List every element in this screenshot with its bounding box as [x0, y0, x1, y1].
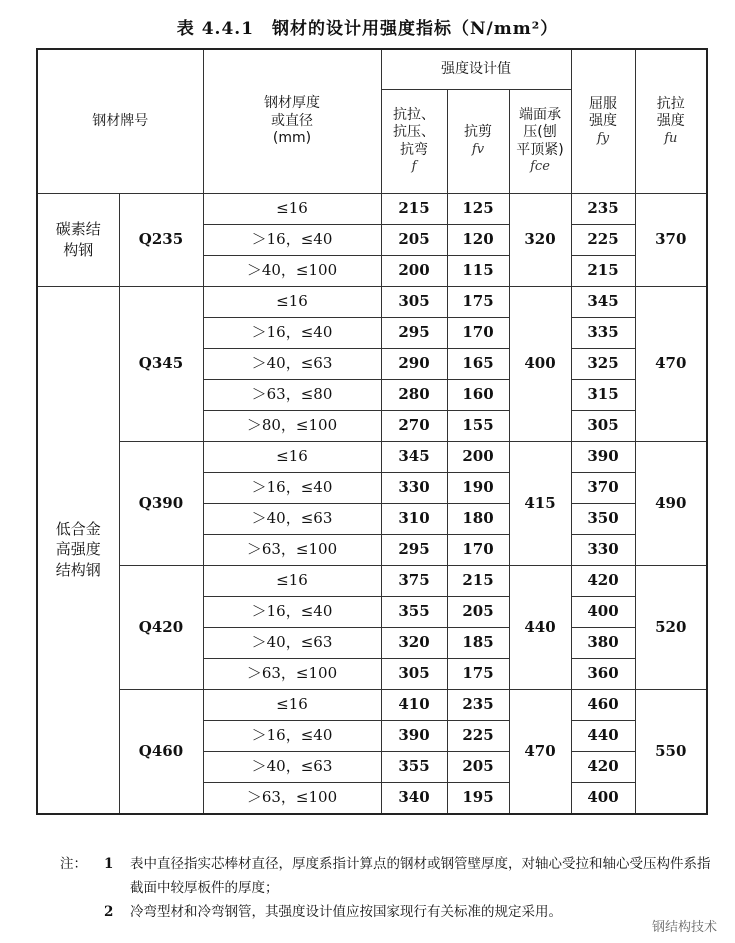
shear-strength: 155: [447, 410, 509, 441]
header-ultimate-symbol: fu: [664, 130, 678, 146]
header-thickness-text: 钢材厚度 或直径 (mm): [264, 95, 320, 146]
yield-strength: 215: [571, 255, 635, 286]
thickness-range: ＞16，≤40: [203, 596, 381, 627]
tension-strength: 280: [381, 379, 447, 410]
shear-strength: 120: [447, 224, 509, 255]
yield-strength: 325: [571, 348, 635, 379]
shear-strength: 190: [447, 472, 509, 503]
shear-strength: 205: [447, 596, 509, 627]
tension-strength: 295: [381, 317, 447, 348]
ultimate-strength: 490: [635, 441, 707, 565]
header-yield-text: 屈服 强度: [589, 95, 618, 130]
note-number: 2: [104, 904, 114, 920]
thickness-range: ＞16，≤40: [203, 472, 381, 503]
header-grade: 钢材牌号: [37, 49, 203, 193]
shear-strength: 235: [447, 689, 509, 720]
header-shear-symbol: fv: [471, 141, 485, 157]
yield-strength: 400: [571, 782, 635, 814]
shear-strength: 175: [447, 286, 509, 317]
shear-strength: 215: [447, 565, 509, 596]
table-body: [37, 193, 707, 814]
bearing-strength: 320: [509, 193, 571, 286]
shear-strength: 170: [447, 534, 509, 565]
header-tension-text: 抗拉、 抗压、 抗弯: [393, 106, 435, 158]
thickness-range: ＞16，≤40: [203, 317, 381, 348]
yield-strength: 345: [571, 286, 635, 317]
yield-strength: 225: [571, 224, 635, 255]
yield-strength: 420: [571, 751, 635, 782]
table-row: [37, 565, 707, 596]
thickness-range: ＞16，≤40: [203, 720, 381, 751]
thickness-range: ＞40，≤63: [203, 348, 381, 379]
shear-strength: 170: [447, 317, 509, 348]
steel-grade: Q345: [119, 286, 203, 441]
watermark: 钢结构技术: [651, 920, 717, 935]
yield-strength: 350: [571, 503, 635, 534]
tension-strength: 355: [381, 751, 447, 782]
steel-strength-table: [36, 48, 708, 815]
thickness-range: ＞16，≤40: [203, 224, 381, 255]
tension-strength: 410: [381, 689, 447, 720]
shear-strength: 175: [447, 658, 509, 689]
shear-strength: 125: [447, 193, 509, 224]
yield-strength: 305: [571, 410, 635, 441]
shear-strength: 205: [447, 751, 509, 782]
thickness-range: ＞63，≤100: [203, 658, 381, 689]
header-bearing-text: 端面承 压(刨 平顶紧): [516, 106, 564, 158]
note-text: 表中直径指实芯棒材直径，厚度系指计算点的钢材或钢管壁厚度，对轴心受拉和轴心受压构件系指截面中较厚板件的厚度；: [130, 856, 711, 896]
shear-strength: 195: [447, 782, 509, 814]
bearing-strength: 440: [509, 565, 571, 689]
ultimate-strength: 370: [635, 193, 707, 286]
shear-strength: 160: [447, 379, 509, 410]
header-shear-text: 抗剪: [464, 124, 492, 141]
table-notes: [60, 852, 720, 924]
tension-strength: 215: [381, 193, 447, 224]
shear-strength: 200: [447, 441, 509, 472]
note-text: 冷弯型材和冷弯钢管，其强度设计值应按国家现行有关标准的规定采用。: [130, 904, 562, 920]
header-bearing: [509, 89, 571, 193]
header-yield-symbol: fy: [596, 130, 610, 146]
header-shear: [447, 89, 509, 193]
tension-strength: 270: [381, 410, 447, 441]
table-row: [37, 441, 707, 472]
thickness-range: ＞80，≤100: [203, 410, 381, 441]
steel-grade: Q460: [119, 689, 203, 814]
note-item: [60, 900, 720, 924]
bearing-strength: 415: [509, 441, 571, 565]
notes-label: 注：: [60, 856, 87, 872]
thickness-range: ≤16: [203, 286, 381, 317]
tension-strength: 330: [381, 472, 447, 503]
tension-strength: 305: [381, 286, 447, 317]
yield-strength: 400: [571, 596, 635, 627]
shear-strength: 115: [447, 255, 509, 286]
shear-strength: 185: [447, 627, 509, 658]
tension-strength: 345: [381, 441, 447, 472]
note-number: 1: [104, 856, 114, 872]
thickness-range: ＞40，≤63: [203, 503, 381, 534]
tension-strength: 375: [381, 565, 447, 596]
header-ultimate: [635, 49, 707, 193]
yield-strength: 380: [571, 627, 635, 658]
thickness-range: ≤16: [203, 565, 381, 596]
yield-strength: 370: [571, 472, 635, 503]
thickness-range: ≤16: [203, 193, 381, 224]
steel-grade: Q390: [119, 441, 203, 565]
ultimate-strength: 550: [635, 689, 707, 814]
tension-strength: 295: [381, 534, 447, 565]
header-ultimate-text: 抗拉 强度: [656, 95, 685, 130]
header-bearing-symbol: fce: [530, 159, 550, 175]
yield-strength: 315: [571, 379, 635, 410]
yield-strength: 235: [571, 193, 635, 224]
tension-strength: 310: [381, 503, 447, 534]
yield-strength: 420: [571, 565, 635, 596]
note-item: [60, 852, 720, 900]
tension-strength: 290: [381, 348, 447, 379]
yield-strength: 390: [571, 441, 635, 472]
tension-strength: 205: [381, 224, 447, 255]
yield-strength: 360: [571, 658, 635, 689]
shear-strength: 165: [447, 348, 509, 379]
tension-strength: 305: [381, 658, 447, 689]
ultimate-strength: 520: [635, 565, 707, 689]
header-tension-symbol: f: [411, 159, 417, 175]
thickness-range: ≤16: [203, 689, 381, 720]
thickness-range: ＞40，≤100: [203, 255, 381, 286]
yield-strength: 440: [571, 720, 635, 751]
yield-strength: 330: [571, 534, 635, 565]
header-tension: [381, 89, 447, 193]
thickness-range: ≤16: [203, 441, 381, 472]
thickness-range: ＞63，≤100: [203, 534, 381, 565]
table-title: 表 4.4.1 钢材的设计用强度指标（N/mm²）: [176, 19, 559, 39]
bearing-strength: 400: [509, 286, 571, 441]
table-row: [37, 193, 707, 224]
shear-strength: 180: [447, 503, 509, 534]
table-row: [37, 689, 707, 720]
ultimate-strength: 470: [635, 286, 707, 441]
yield-strength: 335: [571, 317, 635, 348]
bearing-strength: 470: [509, 689, 571, 814]
tension-strength: 200: [381, 255, 447, 286]
steel-grade: Q420: [119, 565, 203, 689]
yield-strength: 460: [571, 689, 635, 720]
tension-strength: 340: [381, 782, 447, 814]
table-row: [37, 286, 707, 317]
tension-strength: 390: [381, 720, 447, 751]
steel-category: 低合金 高强度 结构钢: [37, 286, 119, 814]
steel-category: 碳素结 构钢: [37, 193, 119, 286]
shear-strength: 225: [447, 720, 509, 751]
thickness-range: ＞63，≤80: [203, 379, 381, 410]
steel-grade: Q235: [119, 193, 203, 286]
header-thickness: [203, 49, 381, 193]
header-design-group: 强度设计值: [381, 49, 571, 89]
tension-strength: 355: [381, 596, 447, 627]
thickness-range: ＞63，≤100: [203, 782, 381, 814]
tension-strength: 320: [381, 627, 447, 658]
thickness-range: ＞40，≤63: [203, 627, 381, 658]
header-yield: [571, 49, 635, 193]
thickness-range: ＞40，≤63: [203, 751, 381, 782]
